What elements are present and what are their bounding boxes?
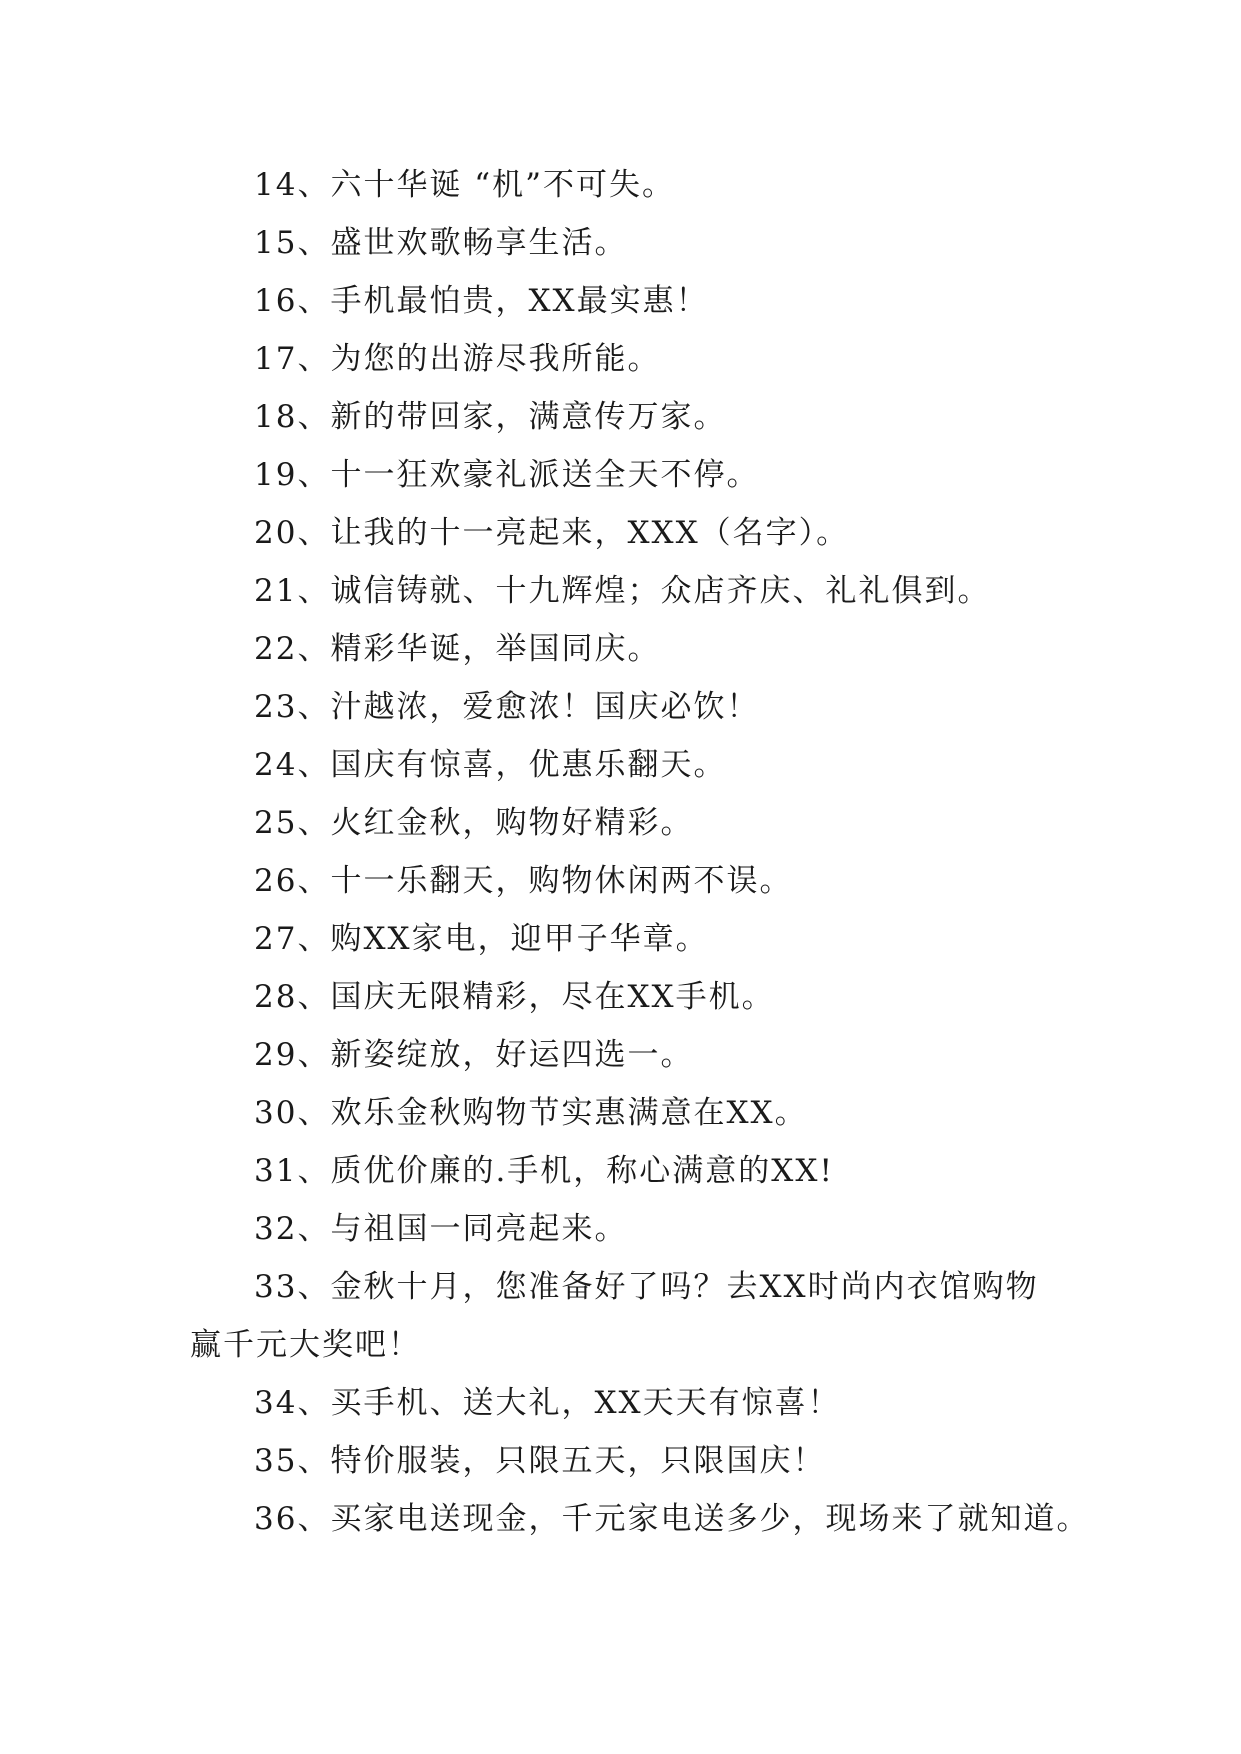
list-item: 23、汁越浓，爱愈浓！国庆必饮！ [254, 689, 760, 725]
list-item: 33、金秋十月，您准备好了吗？去XX时尚内衣馆购物赢千元大奖吧！ [190, 1269, 1039, 1363]
list-item: 15、盛世欢歌畅享生活。 [254, 225, 628, 261]
list-item: 16、手机最怕贵，XX最实惠！ [254, 283, 709, 319]
list-item: 19、十一狂欢豪礼派送全天不停。 [254, 457, 760, 493]
list-item: 14、六十华诞 “机”不可失。 [254, 167, 675, 203]
list-item: 26、十一乐翻天，购物休闲两不误。 [254, 863, 793, 899]
list-item: 18、新的带回家，满意传万家。 [254, 399, 727, 435]
list-item: 27、购XX家电，迎甲子华章。 [254, 921, 709, 957]
list-item: 28、国庆无限精彩，尽在XX手机。 [254, 979, 775, 1015]
list-item: 31、质优价廉的.手机，称心满意的XX! [254, 1153, 834, 1189]
list-item: 29、新姿绽放，好运四选一。 [254, 1037, 694, 1073]
list-item: 21、诚信铸就、十九辉煌；众店齐庆、礼礼俱到。 [254, 573, 991, 609]
list-item: 24、国庆有惊喜，优惠乐翻天。 [254, 747, 727, 783]
list-item: 35、特价服装，只限五天，只限国庆！ [254, 1443, 826, 1479]
list-item: 32、与祖国一同亮起来。 [254, 1211, 628, 1247]
list-item: 36、买家电送现金，千元家电送多少，现场来了就知道。 [254, 1501, 1090, 1537]
list-item: 17、为您的出游尽我所能。 [254, 341, 661, 377]
list-item: 25、火红金秋，购物好精彩。 [254, 805, 694, 841]
list-item: 30、欢乐金秋购物节实惠满意在XX。 [254, 1095, 808, 1131]
document-body [190, 156, 1090, 1548]
list-item: 22、精彩华诞，举国同庆。 [254, 631, 661, 667]
list-item: 34、买手机、送大礼，XX天天有惊喜！ [254, 1385, 841, 1421]
list-item: 20、让我的十一亮起来，XXX（名字）。 [254, 515, 850, 551]
